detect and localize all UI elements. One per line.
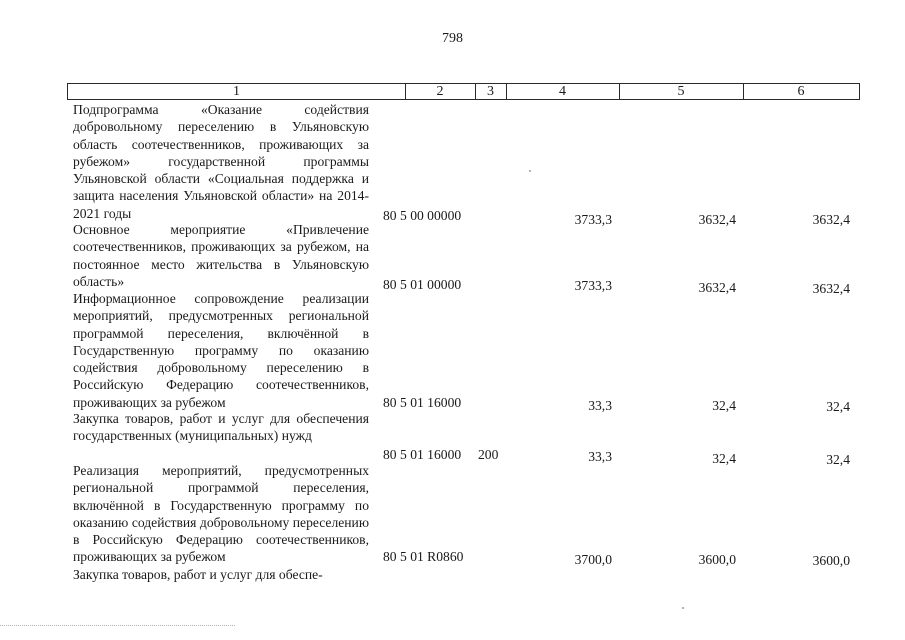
scan-speck (682, 607, 684, 609)
table-row-value-col6: 3600,0 (812, 553, 850, 568)
header-col-6: 6 (797, 84, 805, 99)
table-row-value-col4: 3733,3 (574, 212, 612, 227)
table-row-value-col6: 3632,4 (812, 212, 850, 227)
page-number: 798 (442, 31, 463, 46)
table-row-value-col4: 3700,0 (574, 552, 612, 567)
table-row-value-col5: 3632,4 (698, 280, 736, 295)
table-row-value-col5: 3600,0 (698, 552, 736, 567)
header-col-5: 5 (677, 84, 685, 99)
table-row-code: 80 5 01 16000 (383, 447, 462, 462)
table-row-value-col6: 32,4 (826, 399, 850, 414)
header-col-4: 4 (559, 84, 566, 99)
scan-speck (529, 170, 531, 172)
table-row-description: Информационное сопровождение реализации мероприятий, предусмотренных региональной программой переселения, включённой в Государственную программу по оказанию содействия добровольному переселению в Российскую Федерацию соотечественников, проживающих за рубежом (73, 291, 369, 410)
header-col-2: 2 (436, 84, 444, 99)
table-row-value-col5: 32,4 (712, 398, 736, 413)
table-row-code: 80 5 01 00000 (383, 277, 462, 292)
table-row-value-col4: 33,3 (588, 449, 612, 464)
header-col-1: 1 (233, 84, 240, 99)
scan-artifact-line (0, 625, 235, 626)
header-col-3: 3 (487, 84, 494, 99)
table-row-description: Основное мероприятие «Привлечение соотечественников, проживающих за рубежом, на постоянное место жительства в Ульяновскую область» (73, 222, 369, 289)
table-row-code: 80 5 01 16000 (383, 395, 462, 410)
table-row-code: 80 5 01 R0860 (383, 549, 464, 564)
table-row-value-col4: 33,3 (588, 398, 612, 413)
table-row-description: Реализация мероприятий, предусмотренных региональной программой переселения, включённой в Государственную программу по оказанию содействия добровольному переселению в Российскую Федерацию соотечественников, проживающих за рубежом (73, 463, 369, 565)
table-header (67, 83, 860, 100)
table-row-description: Подпрограмма «Оказание содействия добровольному переселению в Ульяновскую область соотечественников, проживающих за рубежом» государственной программы Ульяновской области «Социальная поддержка и защита населения Ульяновской области» на 2014-2021 годы (73, 102, 369, 221)
table-row-value-col5: 32,4 (712, 451, 736, 466)
table-row-value-col6: 32,4 (826, 452, 850, 467)
table-row-description: Закупка товаров, работ и услуг для обеспе- (73, 567, 323, 582)
table-row-value-col5: 3632,4 (698, 212, 736, 227)
table-row-vr: 200 (478, 447, 499, 462)
table-row-description: Закупка товаров, работ и услуг для обеспечения государственных (муниципальных) нужд (73, 411, 369, 444)
table-row-code: 80 5 00 00000 (383, 208, 462, 223)
table-row-value-col4: 3733,3 (574, 278, 612, 293)
table-row-value-col6: 3632,4 (812, 281, 850, 296)
